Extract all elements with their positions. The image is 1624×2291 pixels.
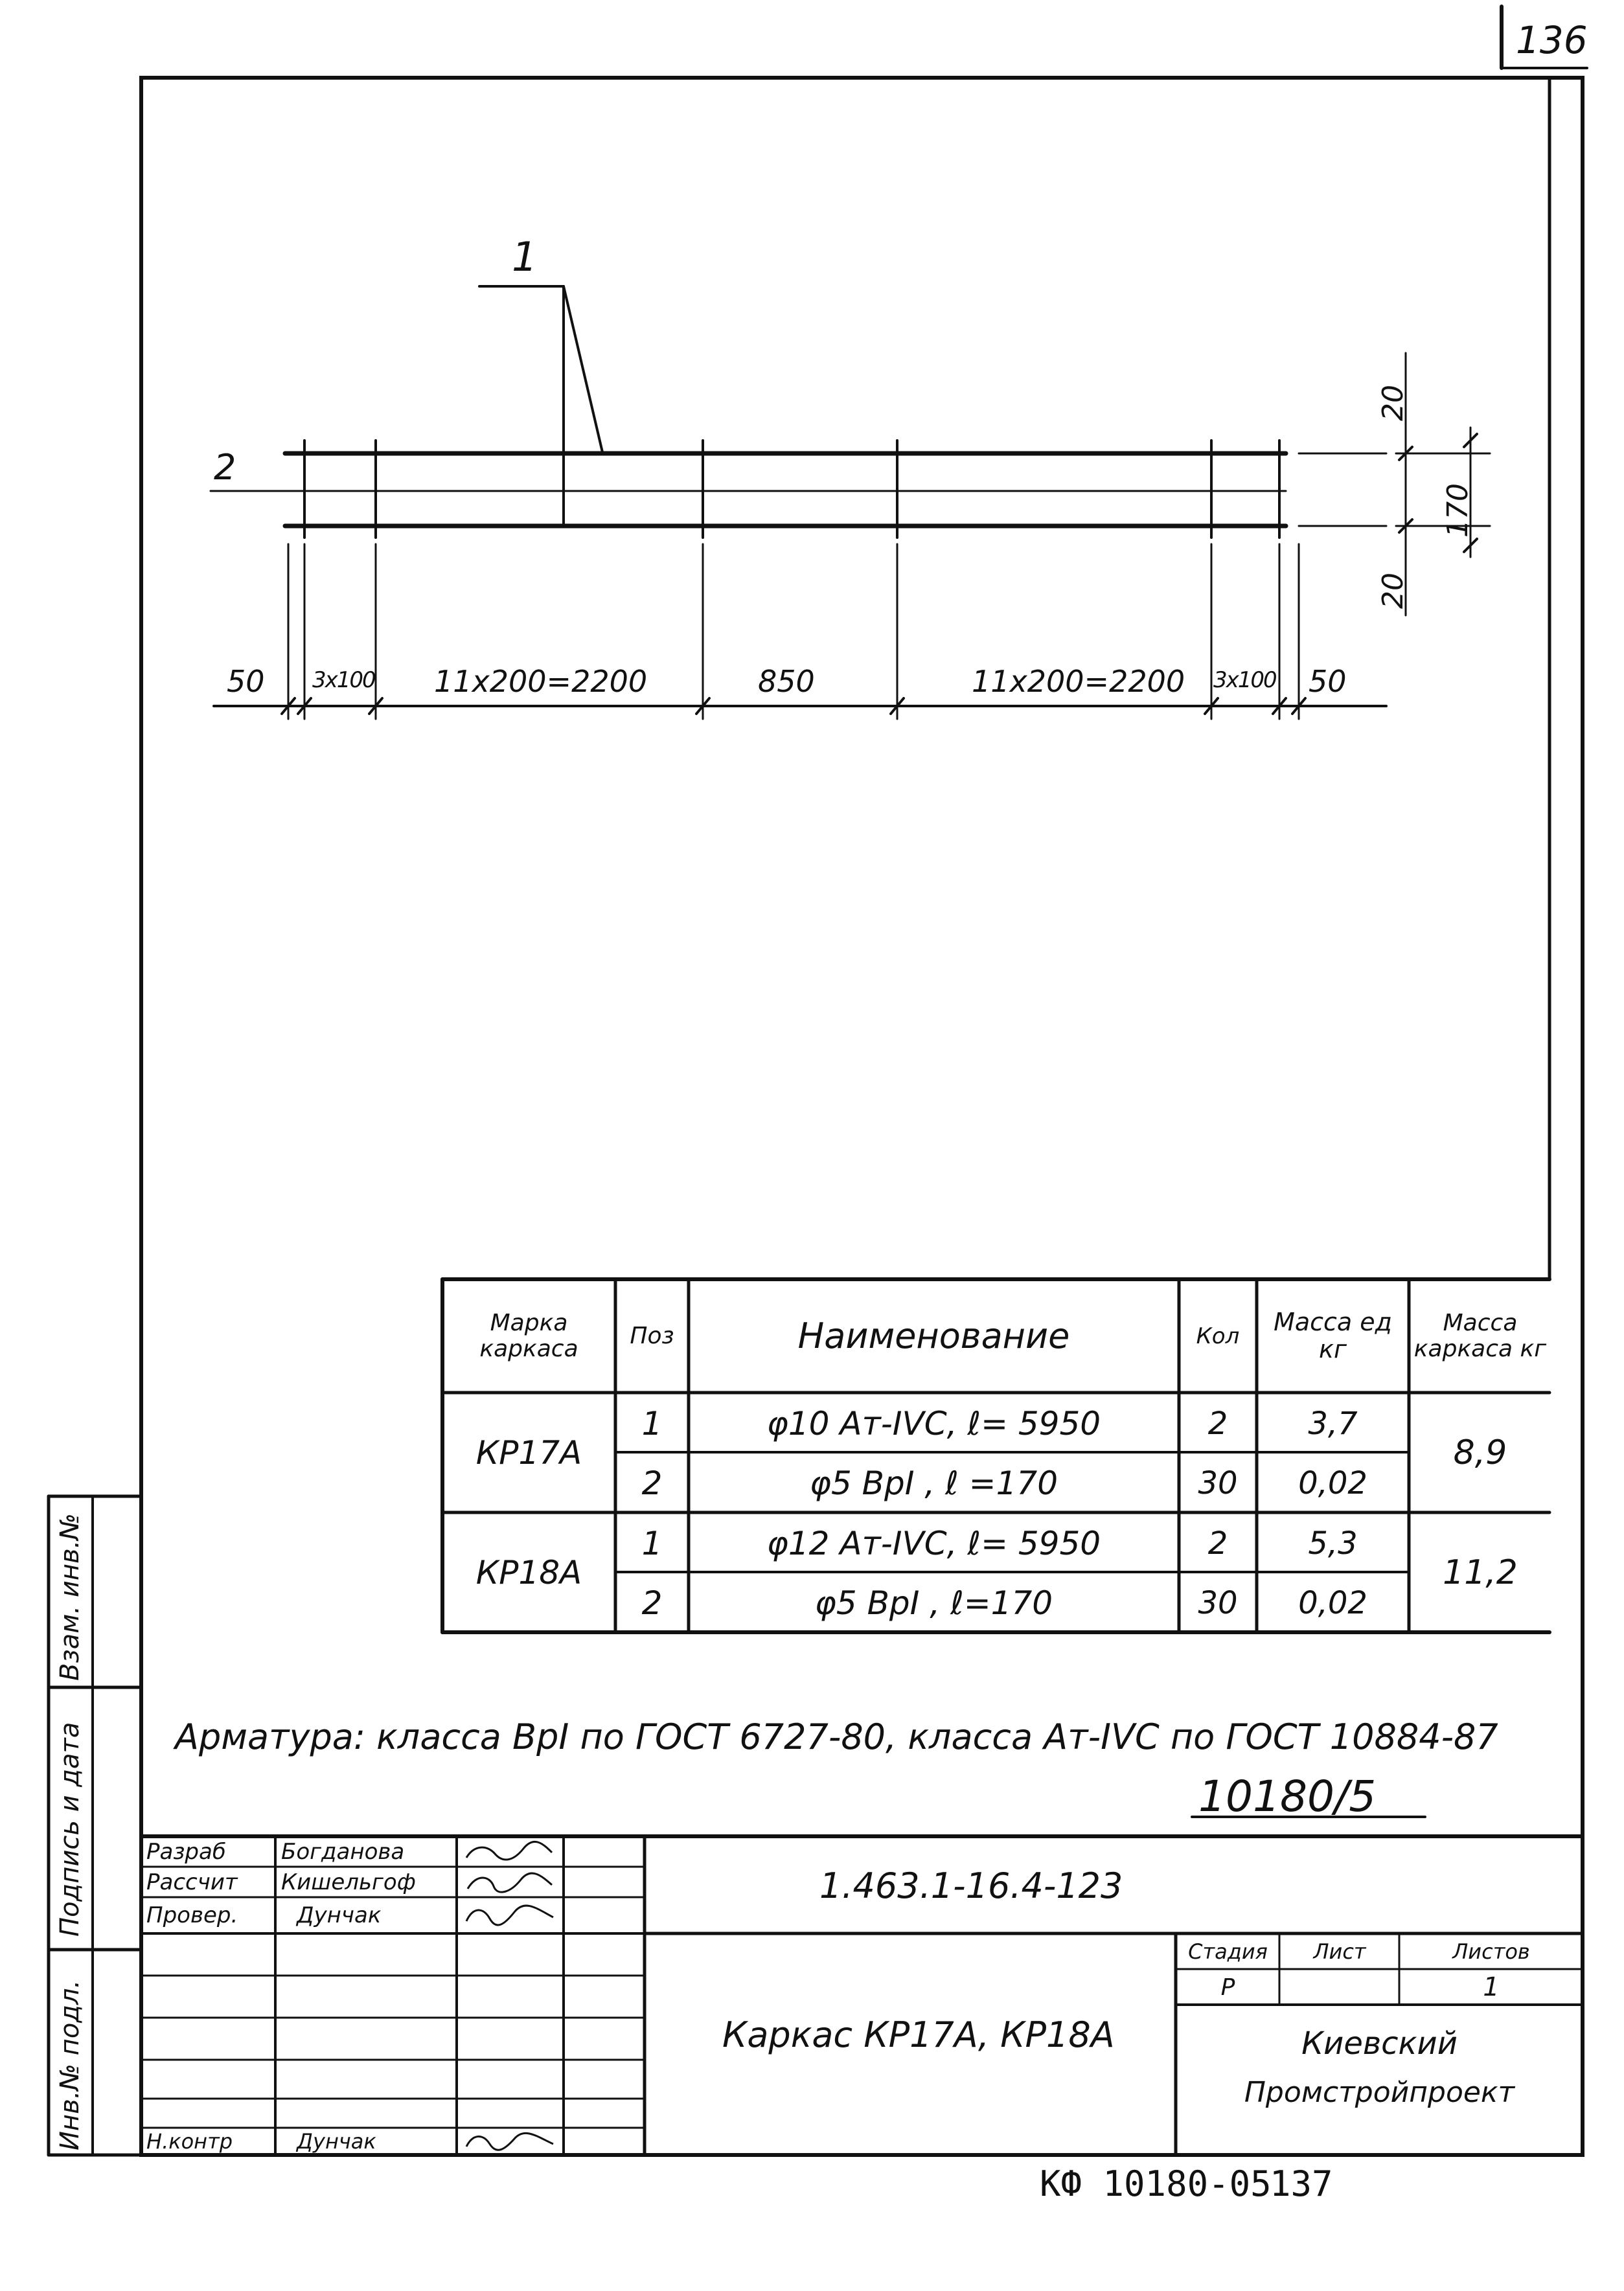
table-row-pos: 2 <box>641 1584 663 1622</box>
sheet-code: 10180/5 <box>1198 1772 1377 1821</box>
table-row-name: φ12 Ат-IVC, ℓ= 5950 <box>766 1524 1101 1562</box>
table-row-qty: 30 <box>1198 1584 1238 1621</box>
archive-code: КФ 10180-05 <box>1040 2163 1272 2204</box>
signature-nkontr <box>461 2130 558 2153</box>
total-mass-kr17a: 8,9 <box>1453 1433 1507 1472</box>
dim-top-20: 20 <box>1377 385 1410 421</box>
table-row-qty: 30 <box>1198 1465 1238 1501</box>
dim-850: 850 <box>758 664 815 699</box>
signer-role: Провер. <box>146 1902 238 1928</box>
stage-value: Р <box>1220 1974 1235 2001</box>
drawing-title: Каркас КР17А, КР18А <box>722 2014 1115 2055</box>
table-row-pos: 1 <box>641 1524 663 1562</box>
table-row-name: φ5 BpI , ℓ =170 <box>809 1464 1058 1502</box>
organization-line-2: Промстройпроект <box>1244 2075 1515 2109</box>
signer-name: Дунчак <box>297 2129 376 2154</box>
header-mark: Марка каркаса <box>479 1309 578 1362</box>
dim-50-right: 50 <box>1309 664 1347 699</box>
dim-50-left: 50 <box>227 664 265 699</box>
stage-label: Стадия <box>1188 1939 1268 1964</box>
signature-rasschit <box>461 1869 558 1897</box>
table-row-name: φ10 Ат-IVC, ℓ= 5950 <box>766 1404 1101 1442</box>
table-row-qty: 2 <box>1207 1405 1228 1442</box>
side-label-signature-date: Подпись и дата <box>55 1722 85 1937</box>
table-row-unit-mass: 3,7 <box>1308 1405 1358 1442</box>
header-total-mass: Масса каркаса кг <box>1413 1309 1547 1362</box>
signature-razrab <box>461 1840 558 1865</box>
table-row-name: φ5 BpI , ℓ=170 <box>814 1584 1053 1622</box>
header-pos: Поз <box>630 1323 674 1349</box>
mark-kr17a: КР17А <box>475 1433 582 1472</box>
organization-line-1: Киевский <box>1301 2025 1458 2062</box>
sheet-value <box>1281 1971 1398 2003</box>
dim-11x200-left: 11x200=2200 <box>434 664 648 699</box>
table-row-pos: 1 <box>641 1404 663 1442</box>
dim-3x100-right: 3x100 <box>1213 667 1276 693</box>
dim-11x200-right: 11x200=2200 <box>972 664 1185 699</box>
signer-name: Богданова <box>281 1839 405 1865</box>
header-qty: Кол <box>1196 1323 1240 1349</box>
sheets-value: 1 <box>1483 1972 1500 2002</box>
side-label-inventory: Инв.№ подл. <box>55 1979 85 2150</box>
position-label-2: 2 <box>214 447 236 488</box>
footer-page: 137 <box>1270 2163 1333 2204</box>
dim-170: 170 <box>1441 483 1474 538</box>
table-row-qty: 2 <box>1207 1525 1228 1562</box>
reinforcement-note: Арматура: класса BpI по ГОСТ 6727-80, класса Ат-IVC по ГОСТ 10884-87 <box>175 1716 1498 1757</box>
signer-role: Разраб <box>146 1839 226 1865</box>
signature-prover <box>461 1900 558 1930</box>
table-row-unit-mass: 5,3 <box>1308 1525 1358 1562</box>
dim-3x100-left: 3x100 <box>312 667 375 693</box>
mark-kr18a: КР18А <box>475 1553 582 1591</box>
table-row-pos: 2 <box>641 1464 663 1502</box>
header-name: Наименование <box>797 1316 1070 1356</box>
signer-role: Н.контр <box>146 2129 233 2154</box>
designation-code: 1.463.1-16.4-123 <box>819 1865 1123 1906</box>
sheets-label: Листов <box>1452 1939 1530 1964</box>
position-label-1: 1 <box>512 233 538 280</box>
table-row-unit-mass: 0,02 <box>1298 1465 1367 1501</box>
sheet-label: Лист <box>1313 1939 1366 1964</box>
header-unit-mass: Масса ед кг <box>1274 1307 1392 1363</box>
side-label-replacement: Взам. инв.№ <box>55 1513 85 1681</box>
signer-role: Рассчит <box>146 1869 238 1895</box>
page-number: 136 <box>1516 18 1588 62</box>
signer-name: Кишельгоф <box>281 1869 416 1895</box>
total-mass-kr18a: 11,2 <box>1443 1553 1518 1592</box>
dim-bottom-20: 20 <box>1377 573 1410 609</box>
table-row-unit-mass: 0,02 <box>1298 1584 1367 1621</box>
signer-name: Дунчак <box>297 1902 382 1928</box>
